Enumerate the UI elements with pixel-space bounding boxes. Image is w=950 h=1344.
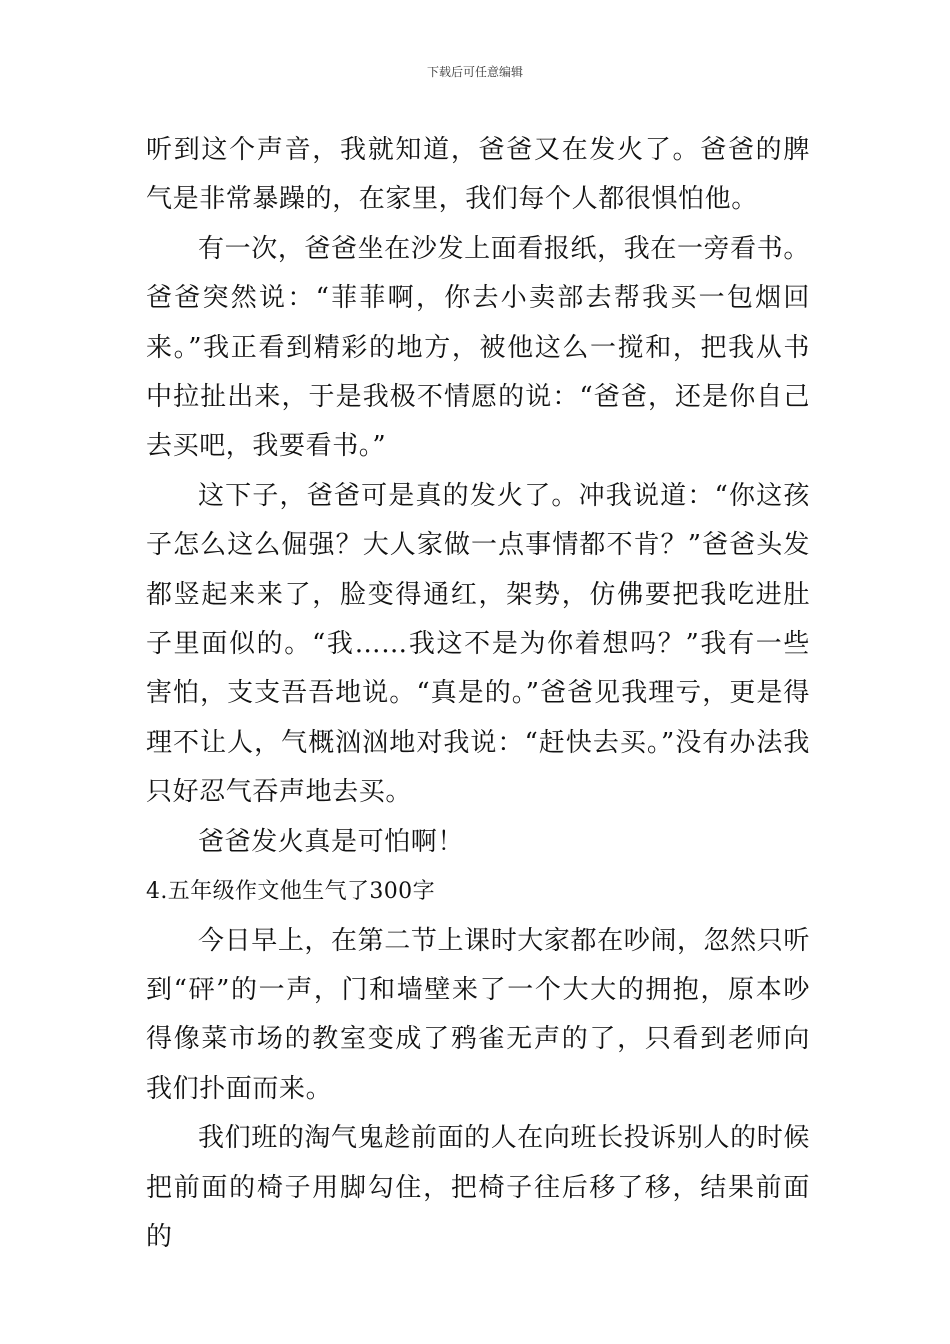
paragraph-2: 有一次，爸爸坐在沙发上面看报纸，我在一旁看书。爸爸突然说：“菲菲啊，你去小卖部去帮我买一包烟回来。”我正看到精彩的地方，被他这么一搅和，把我从书中拉扯出来，于是我极不情愿的说：“爸爸，还是你自己去买吧，我要看书。” <box>146 233 810 462</box>
paragraph-4: 爸爸发火真是可怕啊！ <box>198 826 465 857</box>
paragraph-3: 这下子，爸爸可是真的发火了。冲我说道：“你这孩子怎么这么倔强？大人家做一点事情都不肯？”爸爸头发都竖起来来了，脸变得通红，架势，仿佛要把我吃进肚子里面似的。“我……我这不是为你着想吗？”我有一些害怕，支支吾吾地说。“真是的。”爸爸见我理亏，更是得理不让人，气概汹汹地对我说：“赶快去买。”没有办法我只好忍气吞声地去买。 <box>146 480 810 808</box>
document-body <box>146 126 810 1262</box>
paragraph-6: 我们班的淘气鬼趁前面的人在向班长投诉别人的时候把前面的椅子用脚勾住，把椅子往后移了移，结果前面的 <box>146 1123 810 1252</box>
page-header: 下载后可任意编辑 <box>426 65 523 79</box>
paragraph-5: 今日早上，在第二节上课时大家都在吵闹，忽然只听到“砰”的一声，门和墙壁来了一个大大的拥抱，原本吵得像菜市场的教室变成了鸦雀无声的了，只看到老师向我们扑面而来。 <box>146 925 810 1104</box>
paragraph-1: 听到这个声音，我就知道，爸爸又在发火了。爸爸的脾气是非常暴躁的，在家里，我们每个人都很惧怕他。 <box>146 135 810 215</box>
section-heading: 4.五年级作文他生气了300字 <box>146 879 435 905</box>
